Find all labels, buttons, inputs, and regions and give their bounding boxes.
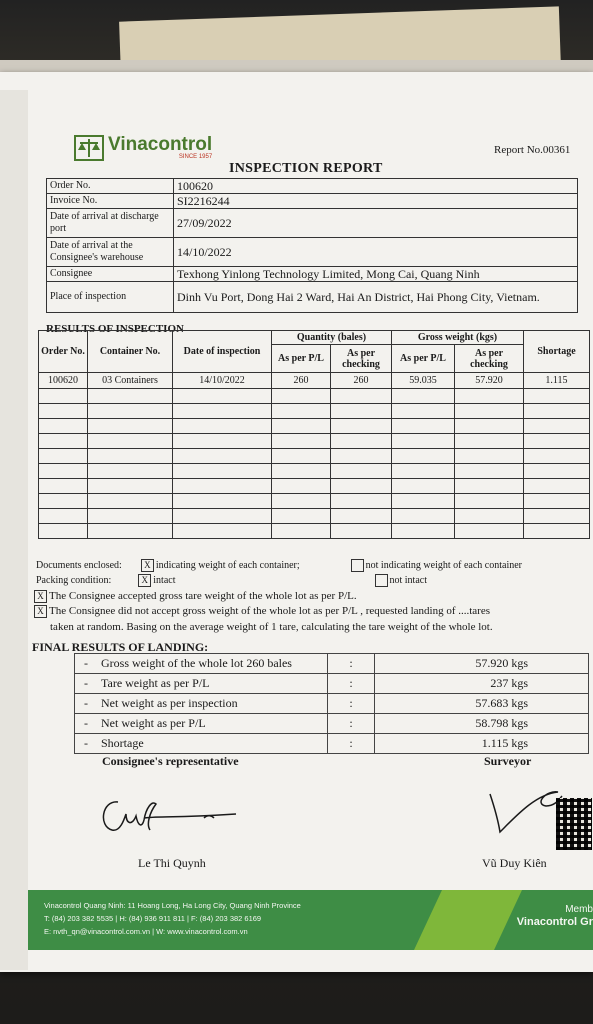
checkbox-checked-icon: X: [138, 574, 151, 587]
table-row: - Net weight as per inspection : 57.683 kgs: [75, 694, 589, 714]
note-not-accepted: [32, 604, 490, 619]
checkbox-empty-icon: [375, 574, 388, 587]
checkbox-checked-icon: X: [141, 559, 154, 572]
info-label: Consignee: [47, 267, 174, 282]
info-label: Place of inspection: [47, 282, 174, 313]
col-qty-pl: As per P/L: [272, 345, 331, 373]
paper-edge: [0, 90, 28, 970]
info-row: [47, 238, 578, 267]
info-row: [47, 194, 578, 209]
checkbox-checked-icon: X: [34, 590, 47, 603]
info-value: 27/09/2022: [174, 209, 578, 238]
final-results-table: [74, 653, 589, 754]
table-row: [39, 373, 590, 389]
final-value: 57.683 kgs: [375, 694, 589, 714]
col-gross-weight-group: Gross weight (kgs): [392, 331, 524, 345]
documents-row: [36, 558, 522, 573]
col-gw-pl: As per P/L: [392, 345, 455, 373]
cell-container-no: 03 Containers: [88, 373, 173, 389]
table-row-empty: [39, 419, 590, 434]
info-label: Date of arrival at the Consignee's warehouse: [47, 238, 174, 267]
final-label: Net weight as per inspection: [97, 694, 328, 714]
footer-member-text: Memb: [565, 904, 593, 915]
table-row-empty: [39, 449, 590, 464]
logo-text: Vinacontrol: [108, 133, 213, 155]
cell-date: 14/10/2022: [173, 373, 272, 389]
info-label: Invoice No.: [47, 194, 174, 209]
col-quantity-group: Quantity (bales): [272, 331, 392, 345]
col-date: Date of inspection: [173, 331, 272, 373]
packing-row: [36, 573, 522, 588]
info-value: 100620: [174, 179, 578, 194]
cell-gw-check: 57.920: [455, 373, 524, 389]
page-title: INSPECTION REPORT: [229, 161, 383, 176]
table-row-empty: [39, 389, 590, 404]
pack-checked-text: intact: [153, 575, 176, 586]
table-row: - Shortage : 1.115 kgs: [75, 734, 589, 754]
col-shortage: Shortage: [524, 331, 590, 373]
note-accepted: [32, 589, 357, 604]
info-row: [47, 267, 578, 282]
final-results-title: FINAL RESULTS OF LANDING:: [32, 640, 209, 654]
col-container-no: Container No.: [88, 331, 173, 373]
checkbox-checked-icon: X: [34, 605, 47, 618]
final-label: Gross weight of the whole lot 260 bales: [97, 654, 328, 674]
vinacontrol-logo: [74, 135, 212, 161]
final-label: Shortage: [97, 734, 328, 754]
final-label: Tare weight as per P/L: [97, 674, 328, 694]
order-info-table: [46, 178, 578, 313]
final-value: 237 kgs: [375, 674, 589, 694]
info-label: Date of arrival at discharge port: [47, 209, 174, 238]
col-gw-check: As per checking: [455, 345, 524, 373]
cell-qty-check: 260: [331, 373, 392, 389]
results-title: RESULTS OF INSPECTION: [46, 323, 184, 335]
footer-contacts: E: nvth_qn@vinacontrol.com.vn | W: www.vinacontrol.com.vn: [44, 927, 248, 936]
table-row: - Tare weight as per P/L : 237 kgs: [75, 674, 589, 694]
packing-label: Packing condition:: [36, 575, 112, 586]
footer-group-text: Vinacontrol Gr: [516, 916, 593, 928]
info-row: [47, 179, 578, 194]
table-row: - Net weight as per P/L : 58.798 kgs: [75, 714, 589, 734]
qr-code-icon: [556, 798, 592, 850]
note2-continued: taken at random. Basing on the average weight of 1 tare, calculating the tare weight of the whole lot.: [50, 621, 493, 633]
consignee-name: Le Thi Quynh: [138, 856, 206, 870]
scale-emblem-icon: [74, 135, 104, 161]
results-table: [38, 330, 590, 539]
final-value: 1.115 kgs: [375, 734, 589, 754]
footer-address: Vinacontrol Quang Ninh: 11 Hoang Long, Ha Long City, Quang Ninh Province: [44, 901, 301, 910]
cell-shortage: 1.115: [524, 373, 590, 389]
info-row: [47, 282, 578, 313]
cell-order-no: 100620: [39, 373, 88, 389]
col-order-no: Order No.: [39, 331, 88, 373]
info-value: 14/10/2022: [174, 238, 578, 267]
info-value: Dinh Vu Port, Dong Hai 2 Ward, Hai An District, Hai Phong City, Vietnam.: [174, 282, 578, 313]
table-row-empty: [39, 524, 590, 539]
table-row-empty: [39, 404, 590, 419]
info-row: [47, 209, 578, 238]
table-row-empty: [39, 509, 590, 524]
info-value: Texhong Yinlong Technology Limited, Mong Cai, Quang Ninh: [174, 267, 578, 282]
info-label: Order No.: [47, 179, 174, 194]
documents-label: Documents enclosed:: [36, 560, 122, 571]
surveyor-name: Vũ Duy Kiên: [482, 856, 547, 870]
checkbox-empty-icon: [351, 559, 364, 572]
cell-gw-pl: 59.035: [392, 373, 455, 389]
table-row-empty: [39, 479, 590, 494]
final-value: 57.920 kgs: [375, 654, 589, 674]
pack-unchecked-text: not intact: [389, 575, 427, 586]
col-qty-check: As per checking: [331, 345, 392, 373]
footer-stripe: [414, 890, 522, 950]
note2-text: The Consignee did not accept gross weight of the whole lot as per P/L , requested landing of ....tares: [49, 605, 491, 617]
surveyor-label: Surveyor: [484, 754, 532, 768]
footer-phones: T: (84) 203 382 5535 | H: (84) 936 911 811 | F: (84) 203 382 6169: [44, 914, 262, 923]
table-row-empty: [39, 464, 590, 479]
table-row-empty: [39, 494, 590, 509]
final-value: 58.798 kgs: [375, 714, 589, 734]
report-number: Report No.00361: [494, 144, 571, 156]
cell-qty-pl: 260: [272, 373, 331, 389]
doc-checked-text: indicating weight of each container;: [155, 560, 300, 571]
documents-section: [36, 558, 522, 588]
table-row-empty: [39, 434, 590, 449]
consignee-signature: [96, 790, 246, 840]
results-header-row: [39, 331, 590, 345]
logo-since: SINCE 1957: [178, 153, 213, 160]
note1-text: The Consignee accepted gross tare weight of the whole lot as per P/L.: [49, 590, 357, 602]
surveyor-signature: [486, 786, 566, 838]
table-row: - Gross weight of the whole lot 260 bales : 57.920 kgs: [75, 654, 589, 674]
consignee-representative-label: Consignee's representative: [102, 754, 239, 768]
footer-band: [28, 890, 593, 950]
doc-unchecked-text: not indicating weight of each container: [365, 560, 522, 571]
final-label: Net weight as per P/L: [97, 714, 328, 734]
info-value: SI2216244: [174, 194, 578, 209]
